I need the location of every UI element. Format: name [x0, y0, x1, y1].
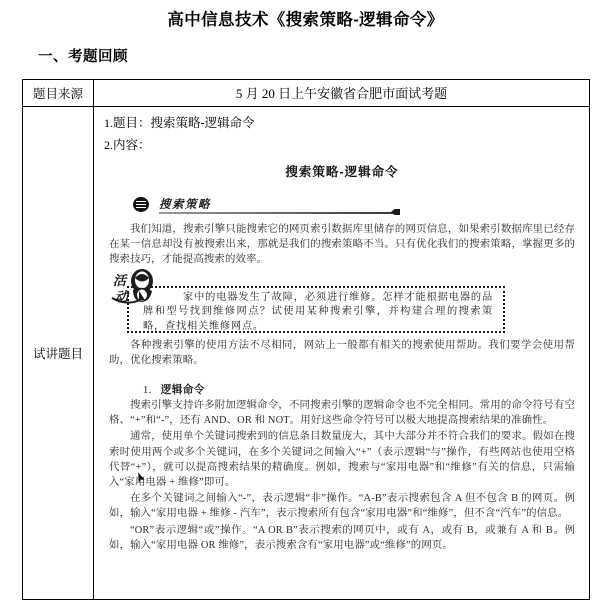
hamburger-circle-icon	[133, 197, 149, 212]
list-item-number: 1.	[104, 116, 113, 130]
excerpt-paragraph: 通常，使用单个关键词搜索到的信息条目数量庞大，其中大部分并不符合我们的要求。假如在搜索时使用两个或多个关键词，在多个关键词之间输入“+”（表示逻辑“与”操作，有些网站也使用空格代替“+”），就可以提高搜索结果的精确度。例如，搜索与“家用电器”和“维修”有关的信息，只需输入“家用电器 + 维修”即可。	[109, 431, 575, 489]
table-header-source: 5 月 20 日上午安徽省合肥市面试考题	[94, 80, 590, 107]
table-row	[23, 107, 590, 600]
excerpt-section-name: 搜索策略	[159, 199, 211, 211]
list-item	[104, 135, 583, 155]
subsection-title: 逻辑命令	[160, 384, 205, 397]
excerpt-paragraph: 我们知道，搜索引擎只能搜索它的网页索引数据库里储存的网页信息，如果索引数据库里已经存在某一信息却没有被搜索出来，那就是我们的搜索策略不当。只有优化我们的搜索策略，掌握更多的搜索技巧，才能提高搜索的效率。	[109, 224, 575, 266]
excerpt-title: 搜索策略-逻辑命令	[285, 165, 399, 179]
activity-block	[109, 272, 575, 334]
excerpt-section-header	[133, 196, 583, 218]
svg-text:动: 动	[115, 288, 129, 304]
list-item	[104, 113, 583, 133]
activity-stamp-icon	[109, 268, 165, 314]
table-row	[23, 80, 590, 107]
table-body-content	[94, 107, 590, 600]
svg-text:活: 活	[113, 272, 127, 288]
decorative-rule	[159, 212, 395, 214]
table-header-label: 题目来源	[23, 80, 94, 107]
decorative-rule-tip-icon	[391, 209, 400, 215]
excerpt-subsection-heading	[143, 382, 583, 397]
excerpt-paragraph: 在多个关键词之间输入“-”，表示逻辑“非”操作。“A-B”表示搜索包含 A 但不包含 B 的网页。例如，输入“家用电器 + 维修 - 汽车”，表示搜索所有包含“家用电器”和“维修”，但不含“汽车”的信息。	[109, 493, 575, 520]
subsection-number: 1.	[143, 385, 152, 397]
table-body-label: 试讲题目	[23, 107, 94, 600]
list-item-text: 内容：	[113, 138, 151, 152]
activity-text: 家中的电器发生了故障，必须进行维修。怎样才能根据电器的品牌和型号找到维修网点？试使用某种搜索引擎，并构建合理的搜索策略，查找相关维修网点。	[143, 291, 493, 332]
question-table	[22, 79, 590, 600]
excerpt-paragraph: 搜索引擎支持许多附加逻辑命令，不同搜索引擎的逻辑命令也不完全相同。常用的命令符号有空格、“+”和“-”，还有 AND、OR 和 NOT。用好这些命令符号可以极大地提高搜索结果的准确性。	[109, 400, 575, 427]
excerpt-paragraph: 各种搜索引擎的使用方法不尽相同，网站上一般都有相关的搜索使用帮助。我们要学会使用帮助，优化搜索策略。	[109, 339, 575, 366]
section-heading: 一、考题回顾	[38, 49, 128, 65]
scanned-textbook-excerpt	[101, 162, 583, 553]
excerpt-paragraph: “OR”表示逻辑“或”操作。“A OR B”表示搜索的网页中，或有 A，或有 B，或兼有 A 和 B。例如，输入“家用电器 OR 维修”，表示搜索含有“家用电器”或“维修”的网页。	[109, 524, 575, 551]
activity-dotted-box	[127, 286, 505, 333]
list-item-number: 2.	[104, 138, 113, 152]
page-title: 高中信息技术《搜索策略-逻辑命令》	[167, 11, 444, 29]
list-item-text: 题目：搜索策略-逻辑命令	[113, 116, 255, 130]
